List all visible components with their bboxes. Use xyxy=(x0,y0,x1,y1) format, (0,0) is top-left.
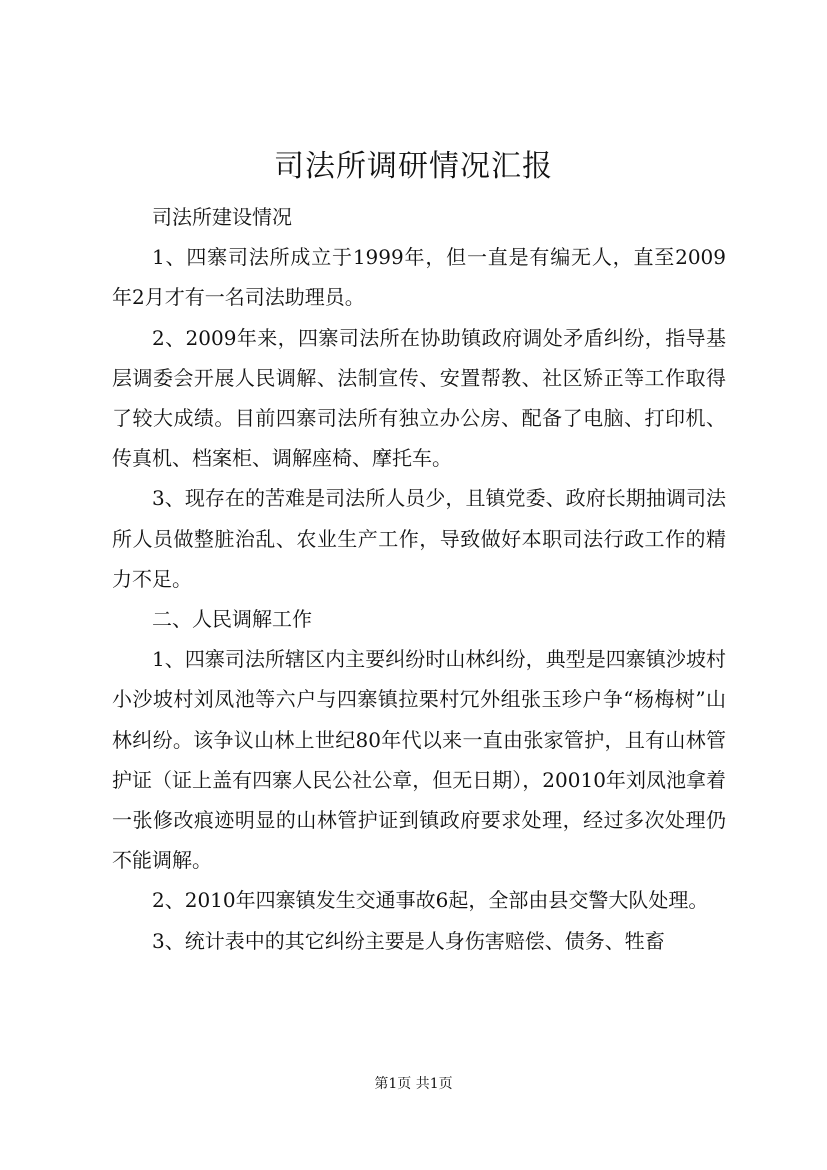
section-heading-construction: 司法所建设情况 xyxy=(152,205,292,229)
paragraph-forest-dispute: 1、四寨司法所辖区内主要纠纷时山林纠纷，典型是四寨镇沙坡村小沙坡村刘凤池等六户与四寨镇拉栗村冗外组张玉珍户争“杨梅树”山林纠纷。该争议山林上世纪80年代以来一直由张家管护，且有山林管护证（证上盖有四寨人民公社公章，但无日期），20010年刘凤池拿着一张修改痕迹明显的山林管护证到镇政府要求处理，经过多次处理仍不能调解。 xyxy=(112,647,726,873)
document-body xyxy=(112,197,726,961)
paragraph-other-disputes: 3、统计表中的其它纠纷主要是人身伤害赔偿、债务、牲畜 xyxy=(152,928,665,953)
paragraph-establishment: 1、四寨司法所成立于1999年，但一直是有编无人，直至2009年2月才有一名司法助理员。 xyxy=(112,245,726,310)
page-footer: 第1页 共1页 xyxy=(374,1076,453,1092)
paragraph-difficulties: 3、现存在的苦难是司法所人员少，且镇党委、政府长期抽调司法所人员做整脏治乱、农业生产工作，导致做好本职司法行政工作的精力不足。 xyxy=(112,486,726,591)
paragraph-traffic-accidents: 2、2010年四寨镇发生交通事故6起，全部由县交警大队处理。 xyxy=(152,888,709,913)
section-heading-mediation: 二、人民调解工作 xyxy=(152,607,312,632)
paragraph-achievements: 2、2009年来，四寨司法所在协助镇政府调处矛盾纠纷，指导基层调委会开展人民调解、法制宣传、安置帮教、社区矫正等工作取得了较大成绩。目前四寨司法所有独立办公房、配备了电脑、打印机、传真机、档案柜、调解座椅、摩托车。 xyxy=(112,325,726,471)
document-title: 司法所调研情况汇报 xyxy=(274,149,553,184)
